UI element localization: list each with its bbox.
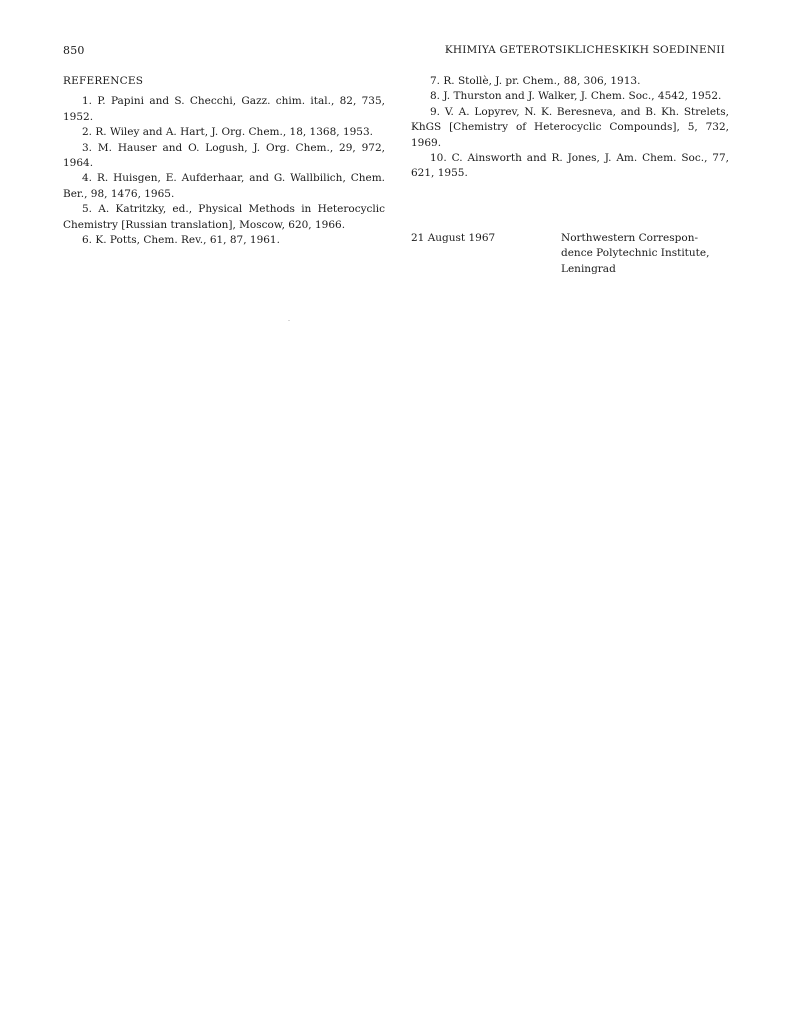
reference-number: 3. [82,141,93,154]
reference-text: R. Huisgen, E. Aufderhaar, and G. Wallbilich, Chem. Ber., 98, 1476, 1965. [63,172,386,200]
reference-text: P. Papini and S. Checchi, Gazz. chim. ital., 82, 735, 1952. [63,95,385,123]
reference-number: 10. [430,152,447,165]
reference-item [63,233,385,248]
reference-text: M. Hauser and O. Logush, J. Org. Chem., 29, 972, 1964. [63,141,385,170]
reference-number: 4. [82,172,93,185]
reference-item [411,74,729,89]
reference-number: 8. [430,90,441,103]
reference-item [411,105,729,151]
reference-text: R. Wiley and A. Hart, J. Org. Chem., 18, 1368, 1953. [95,126,373,139]
references-heading: REFERENCES [63,75,144,87]
received-date: 21 August 1967 [411,232,496,244]
reference-text: K. Potts, Chem. Rev., 61, 87, 1961. [95,234,280,247]
reference-number: 1. [82,95,93,108]
reference-item [63,171,385,202]
reference-number: 5. [82,203,93,216]
reference-text: A. Katritzky, ed., Physical Methods in Heterocyclic Chemistry [Russian translation], Moscow, 620, 1966. [63,203,386,231]
running-head-journal-title: KHIMIYA GETEROTSIKLICHESKIKH SOEDINENII [444,44,725,56]
reference-text: C. Ainsworth and R. Jones, J. Am. Chem. Soc., 77, 621, 1955. [411,152,729,180]
references-left-column [63,74,385,248]
reference-text: V. A. Lopyrev, N. K. Beresneva, and B. Kh. Strelets, KhGS [Chemistry of Heterocyclic Compounds], 5, 732, 1969. [411,105,729,149]
reference-item [63,141,385,172]
reference-item [63,94,385,125]
reference-number: 2. [82,126,93,139]
affiliation-line: Northwestern Correspon- [561,232,699,244]
reference-number: 7. [430,75,441,87]
reference-item [411,151,729,182]
reference-number: 6. [82,234,93,247]
reference-number: 9. [430,105,441,118]
scan-artifact-speck [288,320,290,321]
reference-text: R. Stollè, J. pr. Chem., 88, 306, 1913. [443,75,641,87]
reference-text: J. Thurston and J. Walker, J. Chem. Soc., 4542, 1952. [443,90,722,103]
affiliation-line: dence Polytechnic Institute, [561,247,710,260]
author-affiliation [561,231,729,277]
reference-item [63,202,385,233]
reference-item [411,89,729,104]
reference-item [63,125,385,140]
page-number: 850 [63,44,85,57]
references-right-column [411,74,729,182]
affiliation-line: Leningrad [561,262,616,275]
